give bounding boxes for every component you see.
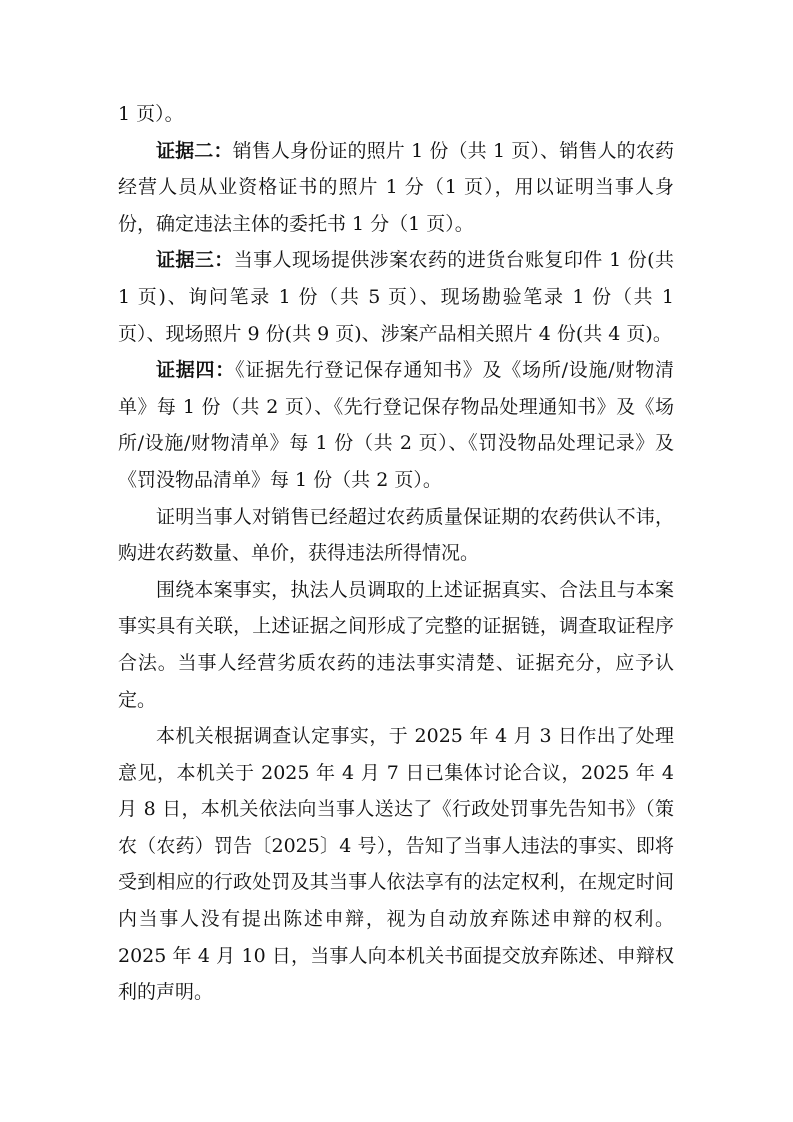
paragraph-text: 当事人现场提供涉案农药的进货台账复印件 1 份(共 1 页)、询问笔录 1 份（共 5 页）、现场勘验笔录 1 份（共 1 页）、现场照片 9 份(共 9 页)、涉案产品相关照片 4 份(共 4 页)。 xyxy=(118,249,674,345)
paragraph-lead: 证据二： xyxy=(156,139,233,162)
paragraph-text: 本机关根据调查认定事实，于 2025 年 4 月 3 日作出了处理意见，本机关于 2025 年 4 月 7 日已集体讨论合议，2025 年 4 月 8 日，本机关依法向当事人送达了《行政处罚事先告知书》（策农（农药）罚告〔2025〕4 号），告知了当事人违法的事实、即将受到相应的行政处罚及其当事人依法享有的法定权利，在规定时间内当事人没有提出陈述申辩，视为自动放弃陈述申辩的权利。2025 年 4 月 10 日，当事人向本机关书面提交放弃陈述、申辩权利的声明。 xyxy=(118,725,674,1004)
paragraph-evidence-three xyxy=(118,242,674,352)
paragraph-evidence-two xyxy=(118,133,674,243)
paragraph-text: 围绕本案事实，执法人员调取的上述证据真实、合法且与本案事实具有关联，上述证据之间形成了完整的证据链，调查取证程序合法。当事人经营劣质农药的违法事实清楚、证据充分，应予认定。 xyxy=(118,578,674,711)
paragraph-text: 《证据先行登记保存通知书》及《场所/设施/财物清单》每 1 份（共 2 页）、《先行登记保存物品处理通知书》及《场所/设施/财物清单》每 1 份（共 2 页）、《罚没物品处理记录》及《罚没物品清单》每 1 份（共 2 页）。 xyxy=(118,359,674,491)
paragraph-text: 销售人身份证的照片 1 份（共 1 页）、销售人的农药经营人员从业资格证书的照片 1 分（1 页），用以证明当事人身份，确定违法主体的委托书 1 分（1 页）。 xyxy=(118,139,674,235)
paragraph-evidence-four xyxy=(118,352,674,498)
paragraph-lead: 证据三： xyxy=(156,249,234,272)
paragraph-continuation xyxy=(118,96,674,133)
paragraph-procedure xyxy=(118,718,674,1011)
document-body xyxy=(118,96,674,1011)
paragraph-lead: 证据四： xyxy=(156,359,236,382)
paragraph-proof-statement xyxy=(118,499,674,572)
paragraph-text: 证明当事人对销售已经超过农药质量保证期的农药供认不讳，购进农药数量、单价，获得违法所得情况。 xyxy=(118,505,674,565)
paragraph-text: 1 页）。 xyxy=(118,103,184,125)
paragraph-evidence-summary xyxy=(118,572,674,718)
